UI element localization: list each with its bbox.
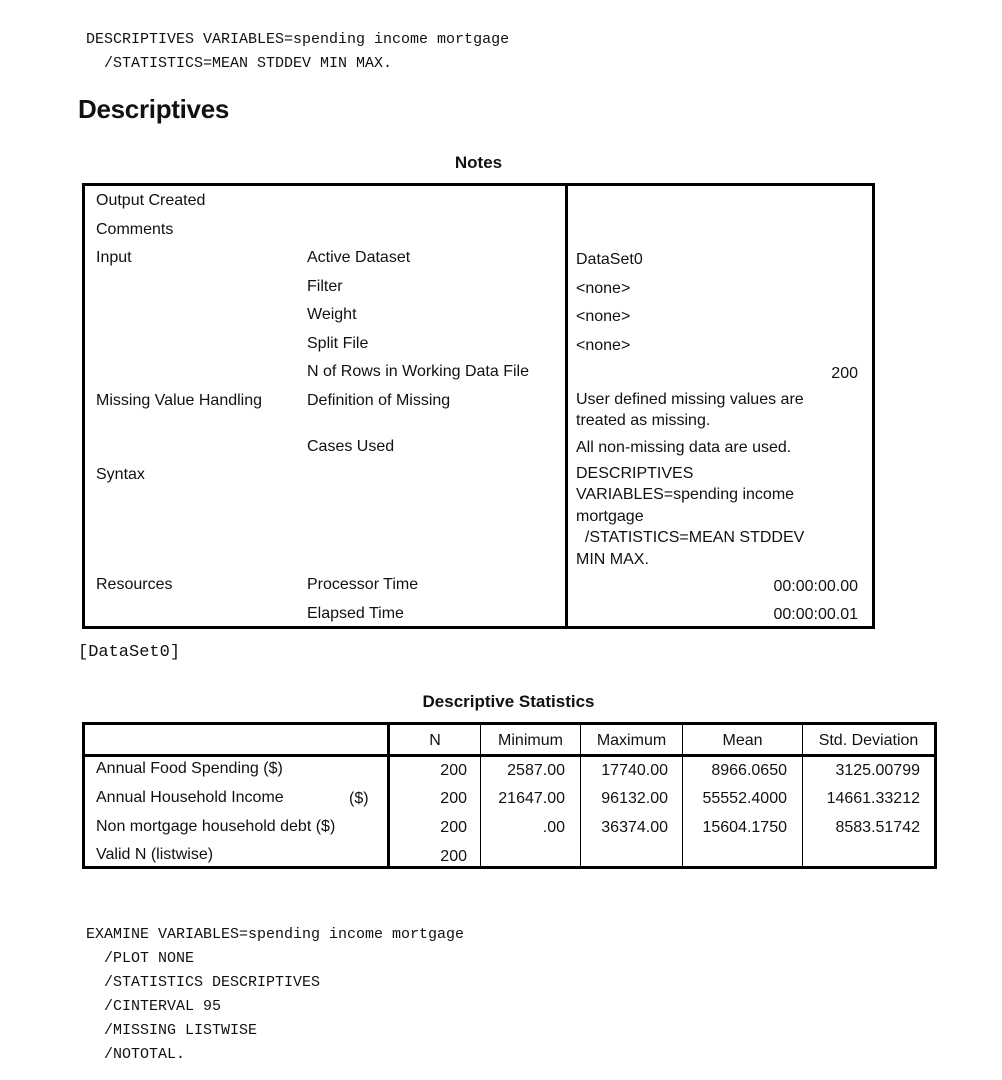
cell-minimum: .00 (542, 819, 565, 836)
page-title: Descriptives (78, 94, 230, 124)
row-label: Valid N (listwise) (96, 846, 214, 863)
notes-value: 00:00:00.00 (773, 578, 858, 595)
notes-sublabel: Cases Used (307, 438, 395, 455)
column-header-std-deviation: Std. Deviation (818, 732, 919, 749)
cell-n: 200 (440, 819, 467, 836)
syntax-line: /CINTERVAL 95 (86, 998, 222, 1015)
column-header-maximum: Maximum (596, 732, 667, 749)
notes-sublabel: Processor Time (307, 576, 419, 593)
notes-value: DataSet0 (576, 251, 643, 268)
notes-value: VARIABLES=spending income (576, 486, 795, 503)
syntax-line: /STATISTICS=MEAN STDDEV MIN MAX. (86, 55, 393, 72)
column-header-mean: Mean (722, 732, 763, 749)
row-label: Annual Food Spending ($) (96, 760, 283, 777)
notes-value: MIN MAX. (576, 551, 649, 568)
notes-title: Notes (454, 153, 503, 172)
notes-sublabel: Elapsed Time (307, 605, 404, 622)
cell-mean: 8966.0650 (711, 762, 787, 779)
notes-value: <none> (576, 280, 631, 297)
column-header-minimum: Minimum (498, 732, 563, 749)
notes-value: <none> (576, 337, 631, 354)
notes-value: 00:00:00.01 (773, 606, 858, 623)
syntax-line: /STATISTICS DESCRIPTIVES (86, 974, 321, 991)
notes-value: All non-missing data are used. (576, 439, 792, 456)
syntax-line: DESCRIPTIVES VARIABLES=spending income mortgage (86, 31, 510, 48)
notes-value: treated as missing. (576, 412, 711, 429)
cell-n: 200 (440, 848, 467, 865)
notes-sublabel: Split File (307, 335, 369, 352)
cell-mean: 55552.4000 (702, 790, 787, 807)
notes-value: DESCRIPTIVES (576, 465, 694, 482)
descriptive-statistics-table (82, 722, 937, 869)
header-divider (85, 754, 934, 757)
notes-value: /STATISTICS=MEAN STDDEV (576, 529, 805, 546)
notes-value: <none> (576, 308, 631, 325)
descriptive-statistics-title: Descriptive Statistics (422, 692, 595, 711)
notes-value: 200 (831, 365, 858, 382)
notes-label: Resources (96, 576, 173, 593)
syntax-line: EXAMINE VARIABLES=spending income mortgage (86, 926, 465, 943)
notes-sublabel: Active Dataset (307, 249, 411, 266)
cell-maximum: 36374.00 (601, 819, 668, 836)
syntax-line: /MISSING LISTWISE (86, 1022, 258, 1039)
column-header-n: N (429, 732, 441, 749)
cell-n: 200 (440, 790, 467, 807)
notes-sublabel: Weight (307, 306, 357, 323)
row-unit: ($) (349, 790, 369, 807)
dataset-label: [DataSet0] (78, 643, 181, 662)
syntax-line: /NOTOTAL. (86, 1046, 186, 1063)
cell-minimum: 2587.00 (507, 762, 565, 779)
notes-sublabel: Definition of Missing (307, 392, 451, 409)
cell-maximum: 96132.00 (601, 790, 668, 807)
cell-n: 200 (440, 762, 467, 779)
notes-sublabel: N of Rows in Working Data File (307, 363, 529, 380)
notes-value: mortgage (576, 508, 644, 525)
notes-label: Output Created (96, 192, 206, 209)
notes-label: Missing Value Handling (96, 392, 263, 409)
notes-sublabel: Filter (307, 278, 343, 295)
cell-std-deviation: 8583.51742 (835, 819, 920, 836)
notes-value: User defined missing values are (576, 391, 804, 408)
cell-std-deviation: 3125.00799 (835, 762, 920, 779)
notes-label: Syntax (96, 466, 145, 483)
syntax-line: /PLOT NONE (86, 950, 195, 967)
notes-column-divider (565, 186, 568, 626)
notes-label: Input (96, 249, 132, 266)
notes-table (82, 183, 875, 629)
cell-std-deviation: 14661.33212 (826, 790, 920, 807)
row-label: Non mortgage household debt ($) (96, 818, 336, 835)
cell-minimum: 21647.00 (498, 790, 565, 807)
cell-mean: 15604.1750 (702, 819, 787, 836)
row-label: Annual Household Income (96, 789, 284, 806)
cell-maximum: 17740.00 (601, 762, 668, 779)
notes-label: Comments (96, 221, 174, 238)
